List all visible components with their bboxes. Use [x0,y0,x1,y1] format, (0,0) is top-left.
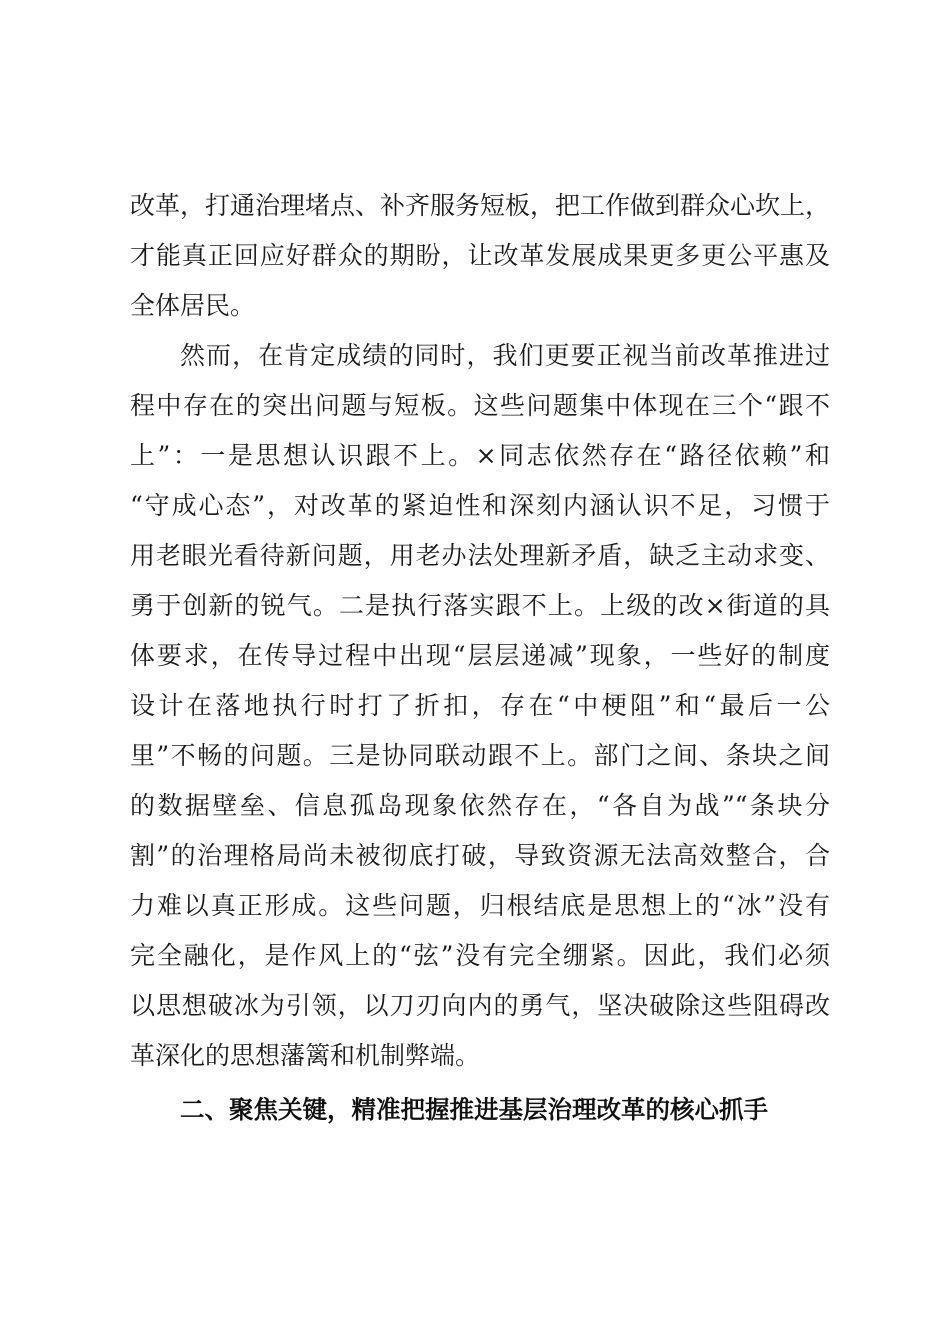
paragraph-line: 设计在落地执行时打了折扣，存在“中梗阻”和“最后一公 [130,691,830,720]
paragraph-line: 割”的治理格局尚未被彻底打破，导致资源无法高效整合，合 [130,841,830,870]
paragraph-line: 力难以真正形成。这些问题，归根结底是思想上的“冰”没有 [130,891,830,920]
paragraph-line: 革深化的思想藩篱和机制弊端。 [130,1041,481,1070]
paragraph-line: 上”：一是思想认识跟不上。×同志依然存在“路径依赖”和 [130,441,830,470]
paragraph-line: 然而，在肯定成绩的同时，我们更要正视当前改革推进过 [180,341,830,370]
section-heading: 二、聚焦关键，精准把握推进基层治理改革的核心抓手 [180,1095,768,1124]
paragraph-line: 里”不畅的问题。三是协同联动跟不上。部门之间、条块之间 [130,741,830,770]
paragraph-line: 体要求，在传导过程中出现“层层递减”现象，一些好的制度 [130,641,830,670]
paragraph-line: 用老眼光看待新问题，用老办法处理新矛盾，缺乏主动求变、 [130,541,830,570]
paragraph-line: 改革，打通治理堵点、补齐服务短板，把工作做到群众心坎上， [130,191,831,220]
paragraph-line: 全体居民。 [130,291,256,320]
paragraph-line: 完全融化，是作风上的“弦”没有完全绷紧。因此，我们必须 [130,941,830,970]
paragraph-line: 以思想破冰为引领，以刀刃向内的勇气，坚决破除这些阻碍改 [130,991,830,1020]
paragraph-line: 勇于创新的锐气。二是执行落实跟不上。上级的改×街道的具 [130,591,830,620]
paragraph-line: 程中存在的突出问题与短板。这些问题集中体现在三个“跟不 [130,391,830,420]
paragraph-line: 才能真正回应好群众的期盼，让改革发展成果更多更公平惠及 [130,241,830,270]
paragraph-line: “守成心态”，对改革的紧迫性和深刻内涵认识不足，习惯于 [130,491,830,520]
paragraph-line: 的数据壁垒、信息孤岛现象依然存在，“各自为战”“条块分 [130,791,830,820]
